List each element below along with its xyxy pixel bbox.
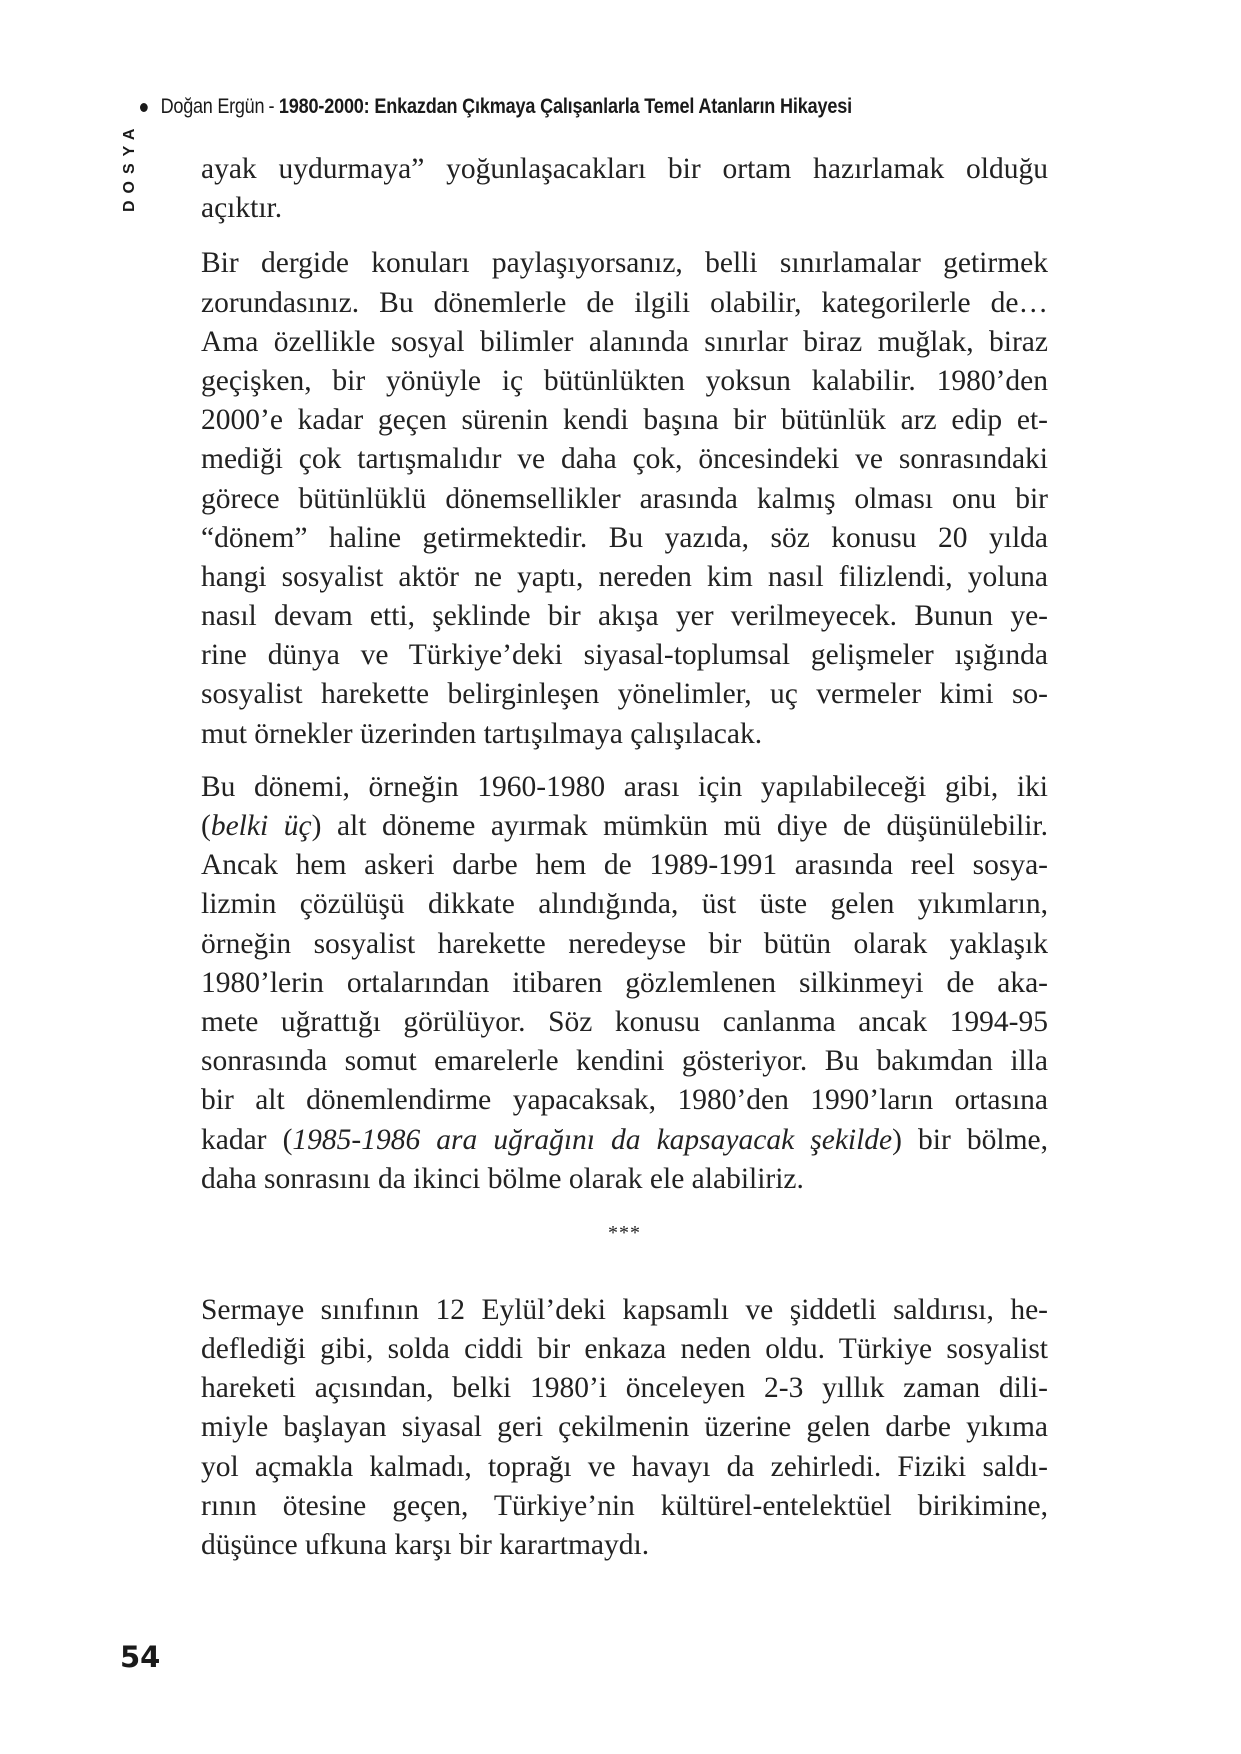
section-label: DOSYA [121,121,138,212]
paragraph-4 [201,1291,1048,1565]
article-title: 1980-2000: Enkazdan Çıkmaya Çalışanlarla Temel Atanların Hikayesi [278,95,852,118]
article-body [201,150,1048,1579]
text-line: örneğin sosyalist harekette neredeyse bir bütün olarak yaklaşık [201,927,1048,960]
text-line: hareketi açısından, belki 1980’i önceleyen 2-3 yıllık zaman dili- [201,1372,1048,1405]
text-line: sonrasında somut emarelerle kendini gösteriyor. Bu bakımdan illa [201,1045,1048,1078]
text-segment: kadar ( [201,1123,293,1156]
text-line: düşünce ufkuna karşı bir karartmaydı. [201,1529,650,1561]
text-line: lizmin çözülüşü dikkate alındığında, üst üste gelen yıkımların, [201,888,1048,921]
text-line: açıktır. [201,192,283,225]
text-line: daha sonrasını da ikinci bölme olarak ele alabiliriz. [201,1162,804,1195]
paragraph-2 [201,244,1048,753]
text-line: mut örnekler üzerinden tartışılmaya çalışılacak. [201,717,763,750]
spacer [201,1263,1048,1291]
section-break: *** [608,1221,641,1244]
text-line: ayak uydurmaya” yoğunlaşacakları bir ortam hazırlamak olduğu [201,153,1048,185]
text-line: sosyalist harekette belirginleşen yönelimler, uç vermeler kimi so- [201,678,1048,711]
text-line: yol açmakla kalmadı, toprağı ve havayı da zehirledi. Fiziki saldı- [201,1450,1048,1483]
text-line: 1980’lerin ortalarından itibaren gözlemlenen silkinmeyi de aka- [201,966,1048,999]
text-line: “dönem” haline getirmektedir. Bu yazıda, söz konusu 20 yılda [201,521,1048,554]
running-head [140,90,852,124]
text-segment: ) bir bölme, [892,1123,1048,1156]
paragraph-3 [201,768,1048,1199]
text-line: miyle başlayan siyasal geri çekilmenin üzerine gelen darbe yıkıma [201,1411,1048,1444]
text-line: mete uğrattığı görülüyor. Söz konusu canlanma ancak 1994-95 [201,1005,1048,1038]
author-name: Doğan Ergün [160,95,265,118]
text-line: rının ötesine geçen, Türkiye’nin kültürel-entelektüel birikimine, [201,1489,1048,1522]
text-line: zorundasınız. Bu dönemlerle de ilgili olabilir, kategorilerle de… [201,286,1048,319]
text-line: Sermaye sınıfının 12 Eylül’deki kapsamlı ve şiddetli saldırısı, he- [201,1293,1048,1326]
bullet-icon [140,103,148,112]
text-line: hangi sosyalist aktör ne yaptı, nereden kim nasıl filizlendi, yoluna [201,560,1048,593]
text-line: Bu dönemi, örneğin 1960-1980 arası için yapılabileceği gibi, iki [201,770,1048,803]
text-line: rine dünya ve Türkiye’deki siyasal-toplumsal gelişmeler ışığında [201,639,1048,672]
text-line: mediği çok tartışmalıdır ve daha çok, öncesindeki ve sonrasındaki [201,443,1048,476]
text-segment: ( [201,810,211,842]
text-line: nasıl devam etti, şeklinde bir akışa yer verilmeyecek. Bunun ye- [201,600,1048,633]
text-line: görece bütünlüklü dönemsellikler arasında kalmış olması onu bir [201,482,1048,515]
text-line: Bir dergide konuları paylaşıyorsanız, belli sınırlamalar getirmek [201,247,1048,280]
text-line: bir alt dönemlendirme yapacaksak, 1980’den 1990’ların ortasına [201,1084,1048,1117]
text-line: Ancak hem askeri darbe hem de 1989-1991 arasında reel sosya- [201,849,1048,882]
text-line-mixed [201,807,1048,846]
text-line: deflediği gibi, solda ciddi bir enkaza neden oldu. Türkiye sosyalist [201,1333,1048,1366]
text-line: Ama özellikle sosyal bilimler alanında sınırlar biraz muğlak, biraz [201,325,1048,358]
text-line: 2000’e kadar geçen sürenin kendi başına bir bütünlük arz edip et- [201,404,1048,437]
text-line: geçişken, bir yönüyle iç bütünlükten yoksun kalabilir. 1980’den [201,364,1048,397]
italic-phrase: belki üç [210,810,312,842]
text-segment: ) alt döneme ayırmak mümkün mü diye de düşünülebilir. [311,810,1048,842]
paragraph-1 [201,150,1048,228]
separator: - [268,95,275,118]
text-line-mixed [201,1121,1048,1160]
page-number: 54 [120,1640,161,1674]
italic-phrase: 1985-1986 ara uğrağını da kapsayacak şekilde [292,1123,893,1156]
